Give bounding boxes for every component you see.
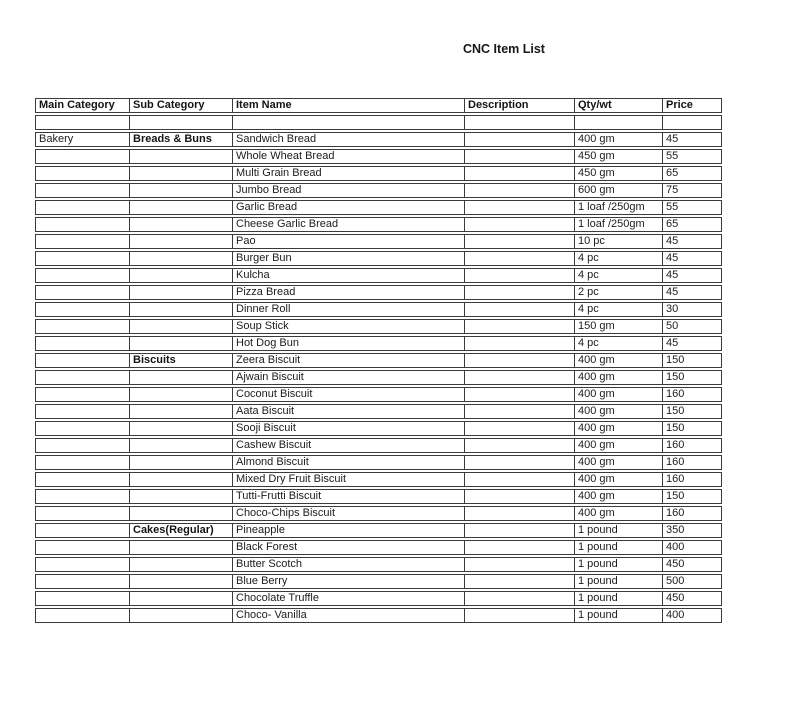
cell-item: Whole Wheat Bread [233,149,465,164]
cell-desc [465,523,575,538]
cell-sub [130,540,233,555]
cell-price: 150 [663,370,722,385]
cell-qty: 400 gm [575,489,663,504]
cell-main [35,608,130,623]
table-row [35,370,722,385]
cell-qty: 450 gm [575,166,663,181]
cell-desc [465,506,575,521]
cell-qty: 400 gm [575,438,663,453]
cell-main [35,489,130,504]
table-row [35,149,722,164]
cell-price: 400 [663,608,722,623]
cell-main [35,251,130,266]
cell-desc [465,574,575,589]
cell-qty: 2 pc [575,285,663,300]
table-row [35,166,722,181]
column-header-sub: Sub Category [130,98,233,113]
cell-sub [130,455,233,470]
cell-price: 160 [663,472,722,487]
cell-desc [465,115,575,130]
table-row [35,455,722,470]
cell-sub [130,251,233,266]
cell-sub [130,217,233,232]
cell-qty: 1 loaf /250gm [575,217,663,232]
cell-sub: Cakes(Regular) [130,523,233,538]
cell-qty: 4 pc [575,251,663,266]
cell-qty: 400 gm [575,404,663,419]
cell-qty: 4 pc [575,268,663,283]
cell-price: 75 [663,183,722,198]
cell-item: Hot Dog Bun [233,336,465,351]
cell-price: 50 [663,319,722,334]
table-row [35,115,722,130]
cell-main [35,285,130,300]
cell-price: 45 [663,251,722,266]
table-row [35,506,722,521]
cell-qty: 600 gm [575,183,663,198]
cell-qty: 1 pound [575,523,663,538]
cell-qty: 400 gm [575,455,663,470]
cell-qty: 400 gm [575,132,663,147]
cell-price: 160 [663,506,722,521]
cell-desc [465,472,575,487]
cell-price: 45 [663,268,722,283]
cell-item: Zeera Biscuit [233,353,465,368]
item-table-container [35,96,722,625]
cell-item: Kulcha [233,268,465,283]
cell-sub [130,506,233,521]
cell-main [35,472,130,487]
cell-sub [130,574,233,589]
cell-qty [575,115,663,130]
cell-main [35,166,130,181]
cell-desc [465,353,575,368]
cell-price: 55 [663,200,722,215]
table-row [35,472,722,487]
cell-qty: 150 gm [575,319,663,334]
cell-desc [465,455,575,470]
cell-item: Black Forest [233,540,465,555]
cell-desc [465,285,575,300]
table-row [35,421,722,436]
cell-price: 45 [663,336,722,351]
table-row [35,336,722,351]
table-row [35,353,722,368]
cell-qty: 450 gm [575,149,663,164]
cell-qty: 400 gm [575,387,663,402]
cell-price: 65 [663,166,722,181]
cell-main [35,268,130,283]
cell-main [35,421,130,436]
cell-desc [465,183,575,198]
cell-qty: 1 pound [575,540,663,555]
cell-item [233,115,465,130]
cell-desc [465,200,575,215]
cell-item: Cheese Garlic Bread [233,217,465,232]
cell-sub [130,268,233,283]
cell-item: Blue Berry [233,574,465,589]
cell-price: 45 [663,234,722,249]
cell-price [663,115,722,130]
cell-price: 150 [663,404,722,419]
cell-qty: 400 gm [575,421,663,436]
cell-desc [465,404,575,419]
cell-main [35,574,130,589]
item-table [35,96,722,625]
cell-main: Bakery [35,132,130,147]
cell-price: 350 [663,523,722,538]
cell-sub [130,608,233,623]
cell-item: Aata Biscuit [233,404,465,419]
cell-sub [130,149,233,164]
header-row [35,98,722,113]
column-header-main: Main Category [35,98,130,113]
cell-qty: 4 pc [575,302,663,317]
cell-item: Pizza Bread [233,285,465,300]
column-header-qty: Qty/wt [575,98,663,113]
cell-price: 55 [663,149,722,164]
cell-sub [130,166,233,181]
cell-item: Burger Bun [233,251,465,266]
cell-item: Cashew Biscuit [233,438,465,453]
cell-item: Pao [233,234,465,249]
cell-desc [465,132,575,147]
cell-sub [130,387,233,402]
cell-main [35,353,130,368]
cell-sub [130,183,233,198]
table-row [35,132,722,147]
cell-item: Choco-Chips Biscuit [233,506,465,521]
cell-desc [465,268,575,283]
cell-price: 160 [663,387,722,402]
cell-price: 30 [663,302,722,317]
cell-desc [465,234,575,249]
cell-main [35,523,130,538]
cell-item: Choco- Vanilla [233,608,465,623]
cell-main [35,234,130,249]
cell-qty: 400 gm [575,353,663,368]
cell-item: Mixed Dry Fruit Biscuit [233,472,465,487]
cell-price: 450 [663,557,722,572]
cell-item: Coconut Biscuit [233,387,465,402]
cell-desc [465,166,575,181]
cell-price: 150 [663,353,722,368]
cell-main [35,438,130,453]
cell-sub [130,302,233,317]
cell-item: Garlic Bread [233,200,465,215]
cell-main [35,149,130,164]
cell-item: Almond Biscuit [233,455,465,470]
cell-desc [465,319,575,334]
cell-price: 45 [663,285,722,300]
cell-item: Multi Grain Bread [233,166,465,181]
table-body [35,115,722,623]
cell-sub: Breads & Buns [130,132,233,147]
table-row [35,557,722,572]
cell-item: Sandwich Bread [233,132,465,147]
cell-price: 400 [663,540,722,555]
cell-qty: 1 pound [575,574,663,589]
cell-qty: 400 gm [575,506,663,521]
cell-main [35,217,130,232]
cell-main [35,183,130,198]
cell-main [35,455,130,470]
cell-sub [130,591,233,606]
cell-sub [130,319,233,334]
table-row [35,574,722,589]
cell-qty: 400 gm [575,472,663,487]
cell-main [35,591,130,606]
cell-qty: 1 pound [575,557,663,572]
cell-qty: 10 pc [575,234,663,249]
table-row [35,438,722,453]
cell-sub [130,404,233,419]
cell-item: Butter Scotch [233,557,465,572]
table-row [35,217,722,232]
table-row [35,387,722,402]
cell-main [35,336,130,351]
cell-sub [130,489,233,504]
cell-desc [465,387,575,402]
cell-desc [465,489,575,504]
table-row [35,404,722,419]
table-row [35,183,722,198]
table-row [35,200,722,215]
cell-sub [130,234,233,249]
cell-sub [130,438,233,453]
cell-desc [465,217,575,232]
cell-main [35,200,130,215]
cell-desc [465,591,575,606]
cell-item: Sooji Biscuit [233,421,465,436]
cell-price: 450 [663,591,722,606]
cell-item: Dinner Roll [233,302,465,317]
table-row [35,319,722,334]
cell-desc [465,557,575,572]
cell-desc [465,251,575,266]
cell-item: Tutti-Frutti Biscuit [233,489,465,504]
column-header-desc: Description [465,98,575,113]
table-row [35,251,722,266]
cell-price: 65 [663,217,722,232]
cell-desc [465,302,575,317]
cell-desc [465,336,575,351]
cell-sub [130,336,233,351]
column-header-price: Price [663,98,722,113]
cell-qty: 1 pound [575,608,663,623]
cell-desc [465,421,575,436]
cell-sub [130,557,233,572]
cell-desc [465,438,575,453]
cell-item: Pineapple [233,523,465,538]
cell-qty: 4 pc [575,336,663,351]
table-row [35,489,722,504]
cell-sub [130,200,233,215]
cell-item: Jumbo Bread [233,183,465,198]
cell-sub [130,285,233,300]
page-title: CNC Item List [463,42,545,56]
cell-price: 45 [663,132,722,147]
table-row [35,285,722,300]
cell-item: Soup Stick [233,319,465,334]
cell-qty: 1 pound [575,591,663,606]
cell-price: 500 [663,574,722,589]
cell-main [35,387,130,402]
table-row [35,234,722,249]
cell-desc [465,540,575,555]
cell-main [35,557,130,572]
cell-desc [465,149,575,164]
cell-main [35,540,130,555]
table-row [35,268,722,283]
cell-qty: 400 gm [575,370,663,385]
cell-sub [130,115,233,130]
cell-sub [130,472,233,487]
column-header-item: Item Name [233,98,465,113]
cell-main [35,404,130,419]
cell-main [35,506,130,521]
table-row [35,540,722,555]
cell-item: Ajwain Biscuit [233,370,465,385]
cell-price: 150 [663,489,722,504]
cell-price: 150 [663,421,722,436]
cell-sub [130,370,233,385]
cell-main [35,115,130,130]
cell-main [35,319,130,334]
cell-price: 160 [663,438,722,453]
cell-main [35,370,130,385]
table-row [35,608,722,623]
table-row [35,591,722,606]
cell-desc [465,370,575,385]
cell-price: 160 [663,455,722,470]
table-row [35,302,722,317]
table-row [35,523,722,538]
cell-qty: 1 loaf /250gm [575,200,663,215]
cell-desc [465,608,575,623]
cell-sub [130,421,233,436]
cell-main [35,302,130,317]
cell-sub: Biscuits [130,353,233,368]
cell-item: Chocolate Truffle [233,591,465,606]
